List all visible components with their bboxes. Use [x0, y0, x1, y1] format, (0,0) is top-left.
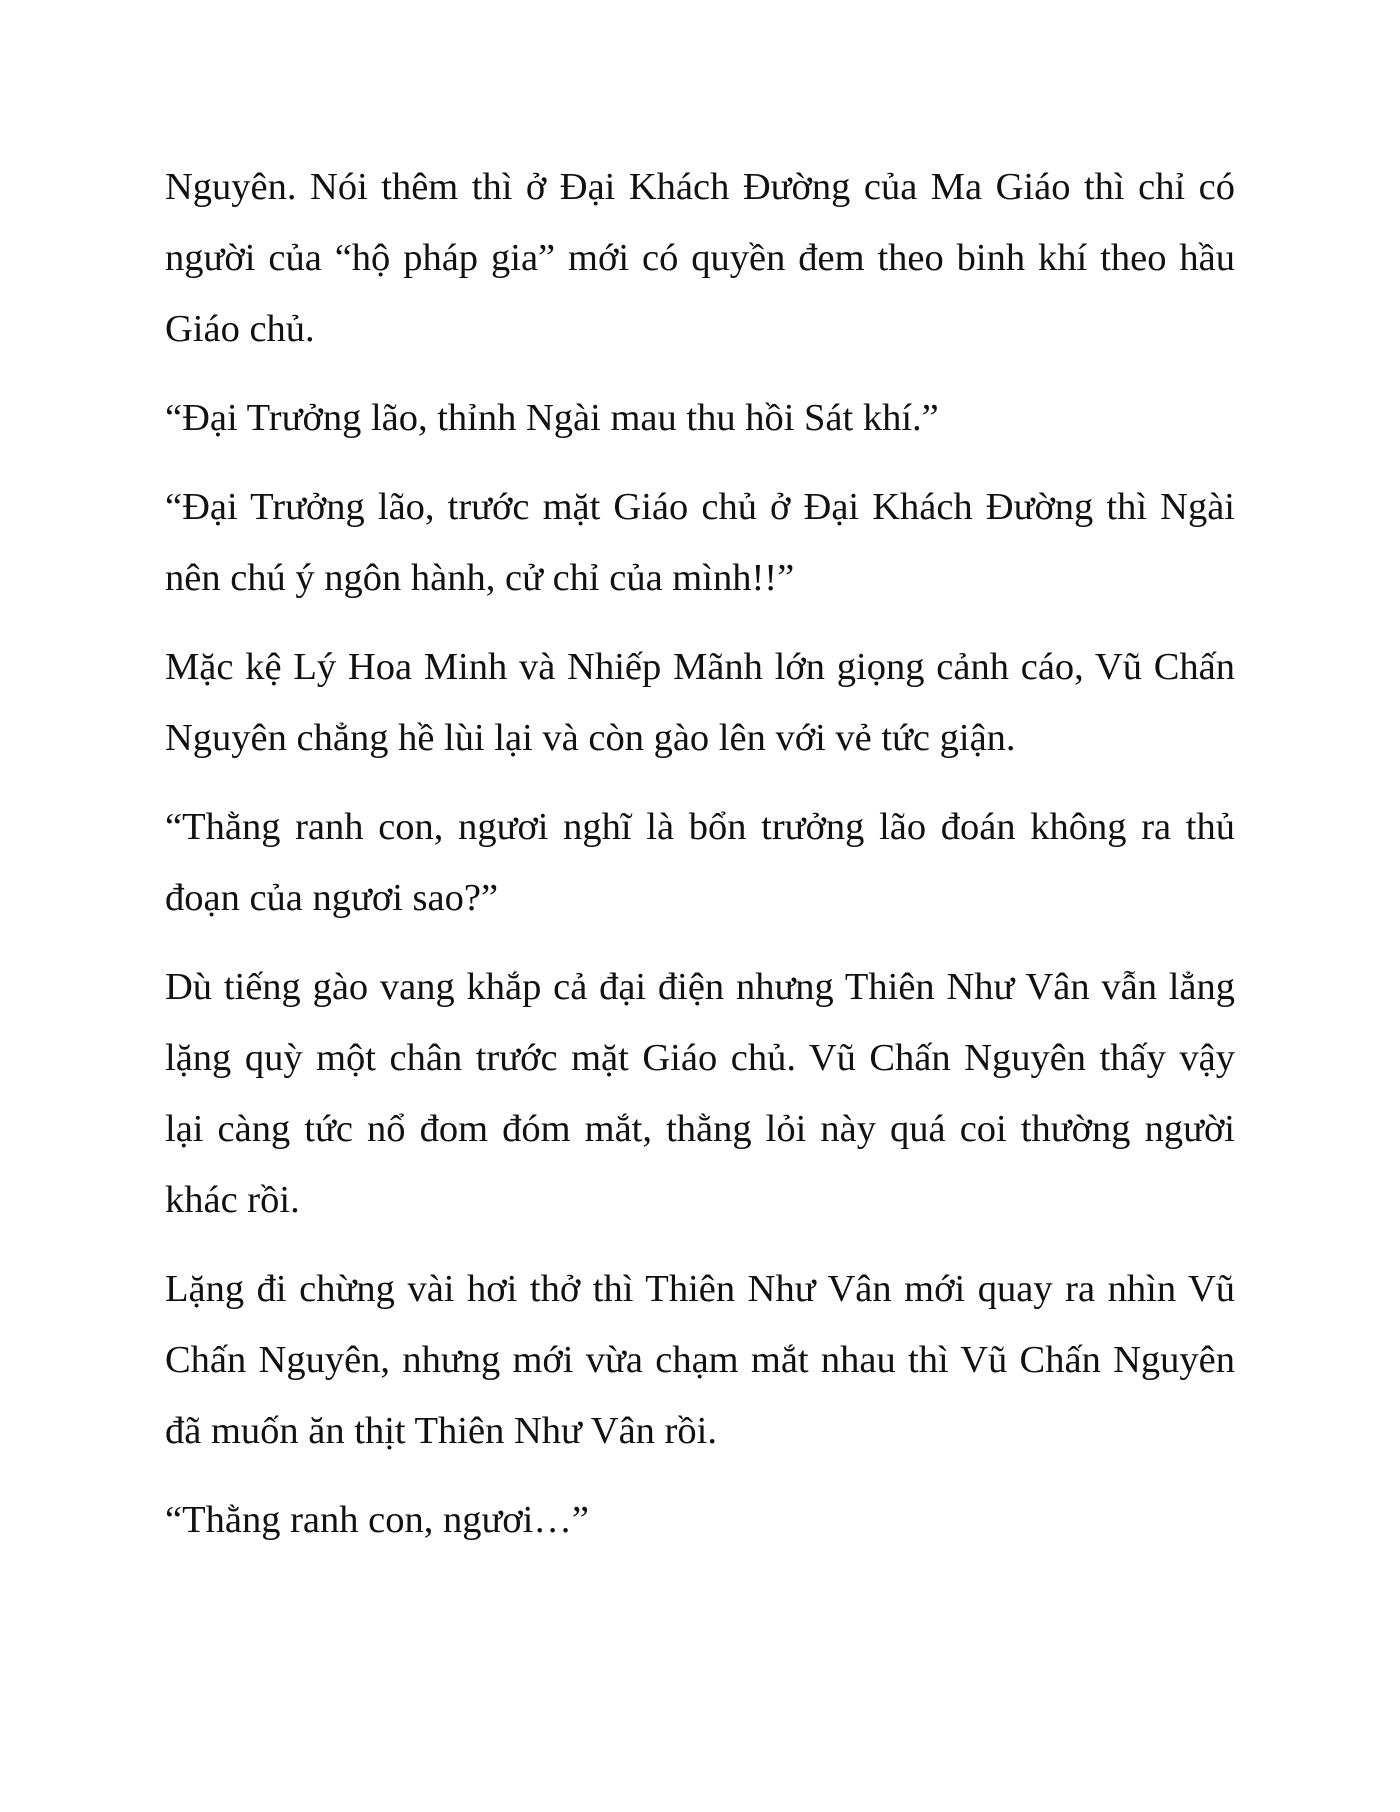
- paragraph: “Đại Trưởng lão, trước mặt Giáo chủ ở Đại Khách Đường thì Ngài nên chú ý ngôn hành, cử chỉ của mình!!”: [165, 486, 1235, 599]
- paragraph: Mặc kệ Lý Hoa Minh và Nhiếp Mãnh lớn giọng cảnh cáo, Vũ Chấn Nguyên chẳng hề lùi lại và còn gào lên với vẻ tức giận.: [165, 646, 1235, 759]
- paragraph: Dù tiếng gào vang khắp cả đại điện nhưng Thiên Như Vân vẫn lẳng lặng quỳ một chân trước mặt Giáo chủ. Vũ Chấn Nguyên thấy vậy lại càng tức nổ đom đóm mắt, thằng lỏi này quá coi thường người khác rồi.: [165, 966, 1235, 1221]
- paragraph: Nguyên. Nói thêm thì ở Đại Khách Đường của Ma Giáo thì chỉ có người của “hộ pháp gia” mới có quyền đem theo binh khí theo hầu Giáo chủ.: [165, 166, 1235, 350]
- document-page: [165, 152, 1235, 1574]
- paragraph: “Thằng ranh con, ngươi…”: [165, 1499, 589, 1541]
- paragraph: “Đại Trưởng lão, thỉnh Ngài mau thu hồi Sát khí.”: [165, 397, 939, 439]
- paragraph: Lặng đi chừng vài hơi thở thì Thiên Như Vân mới quay ra nhìn Vũ Chấn Nguyên, nhưng mới vừa chạm mắt nhau thì Vũ Chấn Nguyên đã muốn ăn thịt Thiên Như Vân rồi.: [165, 1268, 1235, 1452]
- paragraph: “Thằng ranh con, ngươi nghĩ là bổn trưởng lão đoán không ra thủ đoạn của ngươi sao?”: [165, 806, 1235, 919]
